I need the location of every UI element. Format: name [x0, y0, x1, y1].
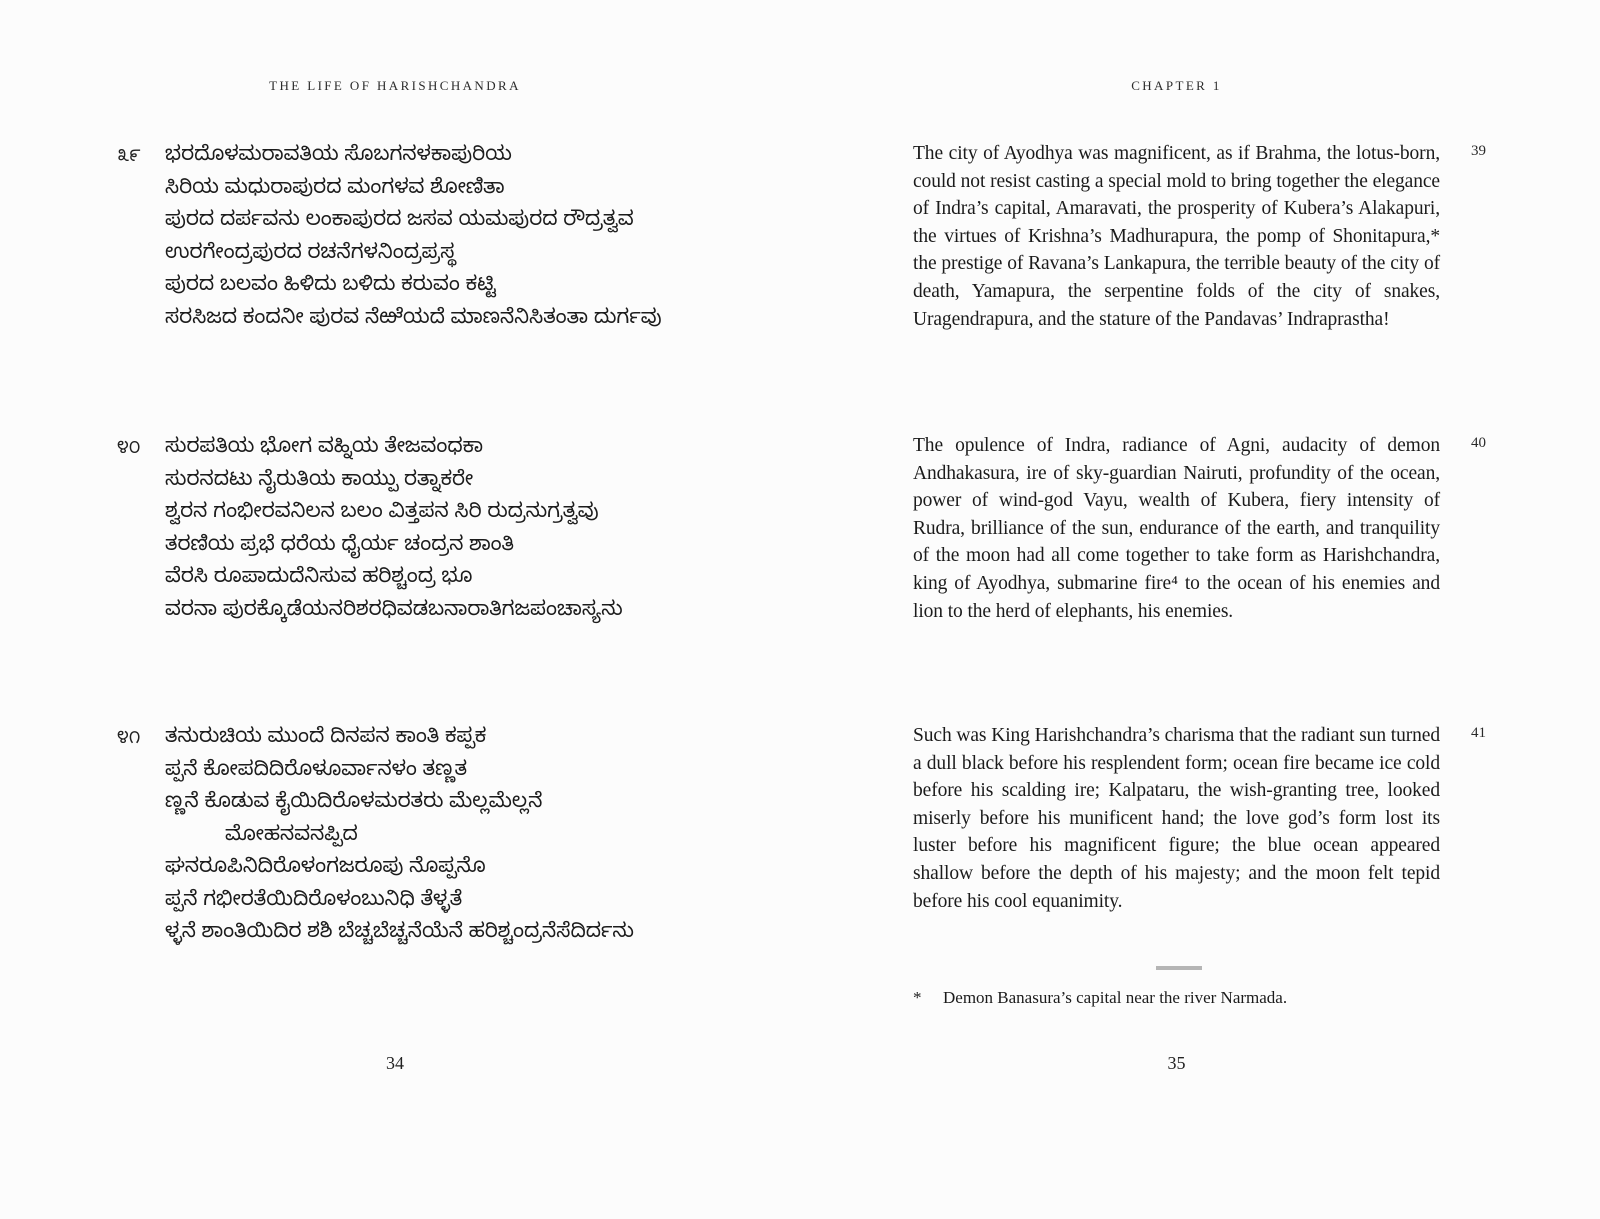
verse-39-lines — [165, 142, 725, 337]
footnote — [913, 986, 1440, 1009]
verse-line: ಸಿರಿಯ ಮಧುರಾಪುರದ ಮಂಗಳವ ಶೋಣಿತಾ — [165, 176, 505, 204]
translation-paragraph-41 — [913, 722, 1486, 915]
verse-line: ಪ್ಪನೆ ಗಭೀರತೆಯಿದಿರೊಳಂಬುನಿಧಿ ತೆಳ್ಳತೆ — [165, 888, 463, 916]
verse-line: ಪ್ಪನೆ ಕೋಪದಿದಿರೊಳೂರ್ವಾನಳಂ ತಣ್ಣತ — [165, 758, 468, 786]
verse-block-41 — [117, 724, 725, 952]
verse-line: ಣ್ಣನೆ ಕೊಡುವ ಕೈಯಿದಿರೊಳಮರತರು ಮೆಲ್ಲಮೆಲ್ಲನೆ — [165, 791, 543, 818]
verse-40-number: ೪೦ — [117, 440, 141, 463]
verse-line: ತನುರುಚಿಯ ಮುಂದೆ ದಿನಪನ ಕಾಂತಿ ಕಪ್ಪಕ — [165, 726, 487, 753]
verse-line: ಉರಗೇಂದ್ರಪುರದ ರಚನೆಗಳನಿಂದ್ರಪ್ರಸ್ಥ — [165, 241, 456, 269]
right-running-head: CHAPTER 1 — [1131, 78, 1222, 93]
verse-line: ಳ್ಳನೆ ಶಾಂತಿಯಿದಿರ ಶಶಿ ಬೆಚ್ಚಬೆಚ್ಚನೆಯೆನೆ ಹರಿಶ್ಚಂದ್ರನೆಸೆದಿರ್ದನು — [165, 921, 634, 948]
verse-line: ಸರಸಿಜದ ಕಂದನೀ ಪುರವ ನೆಱೆಯದೆ ಮಾಣನೆನಿಸಿತಂತಾ ದುರ್ಗವು — [165, 306, 662, 334]
footnote-text: Demon Banasura’s capital near the river Narmada. — [943, 988, 1288, 1007]
verse-41-lines — [165, 724, 725, 952]
left-page-number: 34 — [386, 1053, 404, 1073]
verse-40-lines — [165, 434, 725, 629]
verse-block-39 — [117, 142, 725, 337]
margin-verse-number: 41 — [1471, 725, 1486, 741]
verse-line: ಸುರನದಟು ನೈರುತಿಯ ಕಾಯ್ಪು ರತ್ನಾಕರೇ — [165, 468, 474, 496]
verse-41-number: ೪೧ — [117, 730, 141, 753]
verse-block-40 — [117, 434, 725, 629]
verse-line: ಶ್ವರನ ಗಂಭೀರವನಿಲನ ಬಲಂ ವಿತ್ತಪನ ಸಿರಿ ರುದ್ರನುಗ್ರತ್ವವು — [165, 501, 599, 528]
footnote-divider — [1156, 966, 1202, 970]
verse-line: ಮೋಹನವನಪ್ಪಿದ — [225, 823, 358, 851]
left-running-head: THE LIFE OF HARISHCHANDRA — [269, 78, 521, 93]
translation-paragraph-39 — [913, 140, 1486, 333]
translation-paragraph-40 — [913, 432, 1486, 625]
verse-line: ಪುರದ ಬಲವಂ ಹಿಳಿದು ಬಳಿದು ಕರುವಂ ಕಟ್ಟಿ — [165, 274, 497, 301]
right-page — [800, 0, 1600, 1219]
verse-line: ತರಣಿಯ ಪ್ರಭೆ ಧರೆಯ ಧೈರ್ಯ ಚಂದ್ರನ ಶಾಂತಿ — [165, 533, 514, 561]
verse-line: ಭರದೊಳಮರಾವತಿಯ ಸೊಬಗನಳಕಾಪುರಿಯ — [165, 144, 512, 171]
verse-39-number: ೩೯ — [117, 148, 141, 171]
margin-verse-number: 39 — [1471, 143, 1486, 159]
paragraph-text: The opulence of Indra, radiance of Agni, audacity of demon Andhakasura, ire of sky-guardian Nairuti, profundity of the ocean, power of wind-god Vayu, wealth of Kubera, fiery intensity of Rudra, brilliance of the sun, endurance of the earth, and tranquility of the moon had all come together to take form as Harishchandra, king of Ayodhya, submarine fire⁴ to the ocean of his enemies and lion to the herd of elephants, his enemies. — [913, 435, 1440, 622]
margin-verse-number: 40 — [1471, 435, 1486, 451]
verse-line: ಘನರೂಪಿನಿದಿರೊಳಂಗಜರೂಪು ನೊಪ್ಪನೊ — [165, 856, 486, 883]
verse-line: ಸುರಪತಿಯ ಭೋಗ ವಹ್ನಿಯ ತೇಜವಂಧಕಾ — [165, 436, 484, 463]
verse-line: ವೆರಸಿ ರೂಪಾದುದೆನಿಸುವ ಹರಿಶ್ಚಂದ್ರ ಭೂ — [165, 566, 473, 593]
right-page-number: 35 — [1167, 1053, 1186, 1073]
paragraph-text: Such was King Harishchandra’s charisma that the radiant sun turned a dull black before his resplendent form; ocean fire became ice cold before his scalding ire; Kalpataru, the wish-granting tree, looked miserly before his munificent hand; the love god’s form lost its luster before his magnificent figure; the blue ocean appeared shallow before the depth of his majesty; and the moon felt tepid before his cool equanimity. — [913, 725, 1440, 912]
verse-line: ವರನಾ ಪುರಕ್ಕೊಡೆಯನರಿಶರಧಿವಡಬನಾರಾತಿಗಜಪಂಚಾಸ್ಯನು — [165, 598, 623, 626]
footnote-marker: * — [913, 988, 922, 1007]
paragraph-text: The city of Ayodhya was magnificent, as if Brahma, the lotus-born, could not resist casting a special mold to bring together the elegance of Indra’s capital, Amaravati, the prosperity of Kubera’s Alakapuri, the virtues of Krishna’s Madhurapura, the pomp of Shonitapura,* the prestige of Ravana’s Lankapura, the terrible beauty of the city of death, Yamapura, the serpentine folds of the city of snakes, Uragendrapura, and the stature of the Pandavas’ Indraprastha! — [913, 143, 1440, 330]
verse-line: ಪುರದ ದರ್ಪವನು ಲಂಕಾಪುರದ ಜಸವ ಯಮಪುರದ ರೌದ್ರತ್ವವ — [165, 209, 634, 236]
